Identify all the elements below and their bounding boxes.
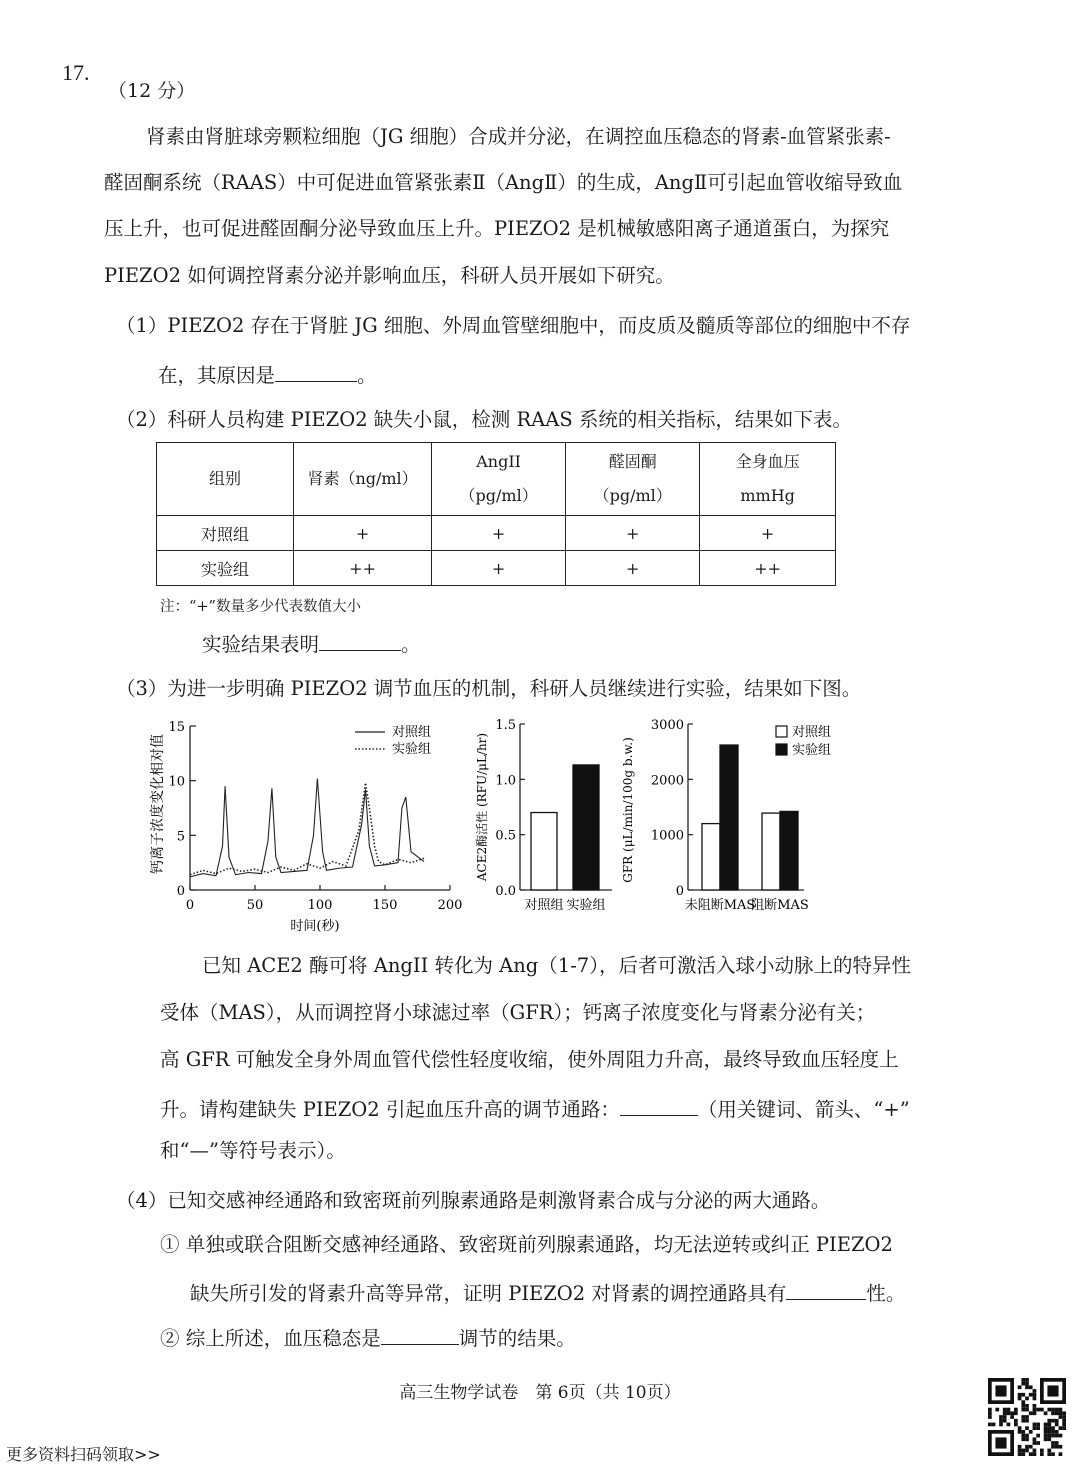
x-tick-label: 200 [437,898,463,913]
qr-module [1029,1411,1033,1415]
q4-item2 [160,1326,576,1349]
qr-module [1025,1382,1029,1386]
qr-module [1051,1445,1055,1449]
qr-module [1033,1452,1037,1456]
ace2-chart-plot [495,718,612,913]
table-cell: + [294,516,432,551]
q4-item1-suffix: 性。 [866,1282,906,1305]
qr-module [1059,1426,1063,1430]
qr-module [1033,1441,1037,1445]
qr-module [1033,1404,1037,1408]
legend-experiment-label: 实验组 [392,742,432,757]
qr-module [1025,1415,1029,1419]
header-group: 组别 [157,443,294,516]
qr-module [1003,1411,1007,1415]
gfr-control-bar [702,824,720,890]
qr-module [1021,1452,1025,1456]
qr-module [1059,1452,1063,1456]
header-angii-name: AngII [476,452,521,471]
x-tick-label: 50 [246,898,264,913]
qr-module [1018,1430,1022,1434]
q3-answer-blank[interactable] [620,1097,698,1116]
qr-module [1044,1437,1048,1441]
gfr-y-label: GFR (μL/min/100g b.w.) [621,737,635,883]
qr-module [1044,1434,1048,1438]
gfr-legend-experiment: 实验组 [792,743,832,758]
qr-module [1047,1437,1051,1441]
header-renin: 肾素（ng/ml） [294,443,432,516]
gfr-legend-control: 对照组 [792,725,832,740]
qr-module [1040,1452,1044,1456]
qr-module [1051,1419,1055,1423]
qr-module [1014,1411,1018,1415]
gfr-experiment-bar [780,811,798,890]
qr-module [1062,1415,1066,1419]
q3-text: （3）为进一步明确 PIEZO2 调节血压的机制，科研人员继续进行实验，结果如下图。 [116,677,862,700]
qr-module [1051,1408,1055,1412]
qr-module [1047,1430,1051,1434]
qr-module [1051,1434,1055,1438]
qr-module [1021,1430,1025,1434]
qr-module [999,1419,1003,1423]
q2-answer-blank[interactable] [319,632,401,651]
qr-module [1062,1423,1066,1427]
intro-line-4: PIEZO2 如何调控肾素分泌并影响血压，科研人员开展如下研究。 [104,264,675,287]
q3-para-line-3: 高 GFR 可触发全身外周血管代偿性轻度收缩，使外周阻力升高，最终导致血压轻度上 [160,1048,899,1071]
table-cell: + [566,516,700,551]
qr-module [1021,1382,1025,1386]
ace2-category-label: 对照组 [524,898,564,913]
qr-module [1047,1452,1051,1456]
qr-module [1025,1408,1029,1412]
q2-text: （2）科研人员构建 PIEZO2 缺失小鼠，检测 RAAS 系统的相关指标，结果如下表。 [116,408,852,431]
qr-module [1033,1393,1037,1397]
question-score: （12 分） [108,80,196,102]
calcium-line-chart [140,712,470,942]
qr-module [1047,1426,1051,1430]
qr-module [1007,1423,1011,1427]
qr-module [1055,1408,1059,1412]
q4-item2-prefix: ② 综上所述，血压稳态是 [160,1327,381,1350]
qr-module [999,1423,1003,1427]
results-table [156,442,836,586]
q4-item2-blank[interactable] [381,1326,459,1345]
qr-module [1036,1441,1040,1445]
q3-line4-prefix: 升。请构建缺失 PIEZO2 引起血压升高的调节通路： [160,1098,620,1121]
table-cell: ++ [700,551,836,586]
qr-module [1033,1408,1037,1412]
qr-module [1062,1419,1066,1423]
qr-module [1036,1426,1040,1430]
q2-result-suffix: 。 [401,633,421,656]
qr-module [1051,1411,1055,1415]
q4-item1-prefix: 缺失所引发的肾素升高等异常，证明 PIEZO2 对肾素的调控通路具有 [190,1282,787,1305]
header-bp-name: 全身血压 [735,452,800,471]
qr-module [1003,1408,1007,1412]
qr-module [1033,1449,1037,1453]
qr-module [1033,1389,1037,1393]
qr-module [1055,1419,1059,1423]
qr-module [1051,1426,1055,1430]
qr-module [1059,1411,1063,1415]
table-row [157,551,836,586]
header-blood-pressure [700,443,836,516]
table-note: 注：“+”数量多少代表数值大小 [160,599,361,615]
table-cell: + [700,516,836,551]
qr-module [988,1411,992,1415]
legend-control-label: 对照组 [392,725,432,740]
ace2-category-label: 实验组 [566,898,606,913]
q4-text: （4）已知交感神经通路和致密斑前列腺素通路是刺激肾素合成与分泌的两大通路。 [116,1189,831,1212]
qr-module [1003,1415,1007,1419]
qr-module [1055,1411,1059,1415]
qr-module [1059,1445,1063,1449]
qr-module [1029,1445,1033,1449]
table-cell: + [432,551,566,586]
qr-finder-core [995,1437,1006,1448]
qr-module [1047,1408,1051,1412]
y-tick-label: 1000 [650,828,684,844]
qr-module [1007,1408,1011,1412]
table-cell: ++ [294,551,432,586]
header-aldosterone [566,443,700,516]
qr-finder-core [1047,1385,1058,1396]
qr-module [1018,1452,1022,1456]
y-tick-label: 0 [176,884,185,899]
qr-module [1021,1408,1025,1412]
qr-module [1014,1419,1018,1423]
q1-line-2 [158,363,377,386]
qr-module [1029,1452,1033,1456]
q4-item2-suffix: 调节的结果。 [458,1327,576,1350]
q4-item1-line1: ① 单独或联合阻断交感神经通路、致密斑前列腺素通路，均无法逆转或纠正 PIEZO2 [160,1233,893,1256]
header-aldosterone-name: 醛固酮 [608,452,657,471]
qr-module [1036,1434,1040,1438]
q1-line-1: （1）PIEZO2 存在于肾脏 JG 细胞、外周血管壁细胞中，而皮质及髓质等部位的细胞中不存 [116,314,911,337]
qr-module [1021,1415,1025,1419]
qr-module [1018,1385,1022,1389]
qr-module [1047,1419,1051,1423]
more-resources-link[interactable]: 更多资料扫码领取>> [6,1445,161,1464]
q3-line4-suffix: （用关键词、箭头、“+” [697,1098,910,1121]
qr-module [1025,1426,1029,1430]
qr-module [1021,1404,1025,1408]
question-number: 17. [62,60,90,85]
qr-module [988,1423,992,1427]
qr-module [1014,1408,1018,1412]
y-tick-label: 0.5 [495,828,516,844]
table-cell: + [432,516,566,551]
qr-module [1025,1434,1029,1438]
x-tick-label: 100 [307,898,333,913]
qr-module [992,1423,996,1427]
qr-module [1014,1423,1018,1427]
qr-module [1025,1445,1029,1449]
legend-experiment-swatch [776,744,787,755]
qr-module [1047,1449,1051,1453]
qr-module [1025,1378,1029,1382]
qr-module [995,1408,999,1412]
header-angii-unit: （pg/ml） [459,486,538,505]
y-tick-label: 0 [675,884,684,899]
q3-para-line-5: 和“—”等符号表示）。 [160,1139,346,1162]
q4-item1-line2 [190,1281,905,1304]
qr-module [1055,1441,1059,1445]
qr-module [1033,1423,1037,1427]
header-aldosterone-unit: （pg/ml） [593,486,672,505]
qr-module [1040,1408,1044,1412]
x-tick-label: 0 [185,898,195,913]
qr-module [1021,1378,1025,1382]
x-tick-label: 150 [372,898,398,913]
qr-module [1055,1445,1059,1449]
intro-line-2: 醛固酮系统（RAAS）中可促进血管紧张素Ⅱ（AngⅡ）的生成，AngⅡ可引起血管收缩导致血 [104,171,903,194]
y-tick-label: 10 [168,774,185,790]
qr-module [1025,1404,1029,1408]
qr-module [1010,1415,1014,1419]
q3-para-line-1: 已知 ACE2 酶可将 AngII 转化为 Ang（1-7），后者可激活入球小动脉上的特异性 [202,954,911,977]
gfr-category-label: 未阻断MAS [684,898,756,913]
qr-module [1021,1434,1025,1438]
q2-result-prefix: 实验结果表明 [202,633,320,656]
q3-para-line-2: 受体（MAS），从而调控肾小球滤过率（GFR）；钙离子浓度变化与肾素分泌有关； [160,1001,876,1024]
qr-module [1018,1449,1022,1453]
qr-module [1003,1419,1007,1423]
qr-module [1025,1449,1029,1453]
qr-module [1051,1430,1055,1434]
table-header-row [157,443,836,516]
qr-finder-core [995,1385,1006,1396]
gfr-bar-chart [618,712,848,922]
qr-code-icon[interactable] [988,1378,1066,1456]
ace2-y-label: ACE2酶活性 (RFU/μL/hr) [475,732,489,882]
ace2-bar-chart [470,712,620,922]
qr-module [1029,1393,1033,1397]
calcium-y-label: 钙离子浓度变化相对值 [150,734,166,874]
qr-module [1021,1419,1025,1423]
header-angii [432,443,566,516]
table-row [157,516,836,551]
qr-module [1021,1393,1025,1397]
qr-module [1055,1430,1059,1434]
qr-module [1062,1411,1066,1415]
gfr-control-bar [762,813,780,890]
control-series-line [190,778,424,876]
qr-module [1044,1430,1048,1434]
qr-module [1018,1397,1022,1401]
qr-module [1018,1426,1022,1430]
qr-module [1059,1415,1063,1419]
qr-module [1010,1411,1014,1415]
qr-module [1036,1423,1040,1427]
ace2-bar [573,765,599,890]
qr-module [1029,1430,1033,1434]
table-cell: 对照组 [157,516,294,551]
qr-module [1044,1423,1048,1427]
q1-suffix: 。 [357,364,377,387]
qr-module [1033,1426,1037,1430]
qr-module [1033,1411,1037,1415]
q3-para-line-4 [160,1097,910,1120]
table-cell: 实验组 [157,551,294,586]
y-tick-label: 15 [168,720,185,735]
qr-module [1029,1385,1033,1389]
qr-module [1021,1400,1025,1404]
qr-module [1047,1423,1051,1427]
qr-module [1044,1411,1048,1415]
y-tick-label: 5 [176,829,185,845]
qr-module [1025,1385,1029,1389]
qr-module [1051,1452,1055,1456]
qr-module [1055,1423,1059,1427]
header-bp-unit: mmHg [740,486,795,505]
qr-module [1025,1397,1029,1401]
y-tick-label: 3000 [650,718,684,733]
y-tick-label: 2000 [650,773,684,789]
intro-line-1: 肾素由肾脏球旁颗粒细胞（JG 细胞）合成并分泌，在调控血压稳态的肾素-血管紧张素- [146,125,891,148]
qr-module [1040,1449,1044,1453]
y-tick-label: 0.0 [495,884,516,899]
q2-result [202,632,421,655]
qr-module [1025,1437,1029,1441]
qr-module [1062,1426,1066,1430]
qr-module [1036,1408,1040,1412]
q1-prefix: 在，其原因是 [158,364,276,387]
y-tick-label: 1.0 [495,773,516,789]
intro-line-3: 压上升，也可促进醛固酮分泌导致血压上升。PIEZO2 是机械敏感阳离子通道蛋白，为探究 [104,217,890,240]
qr-module [1021,1437,1025,1441]
qr-module [1021,1449,1025,1453]
qr-module [1018,1445,1022,1449]
qr-module [1007,1411,1011,1415]
calcium-x-label: 时间(秒) [290,919,340,934]
y-tick-label: 1.5 [495,718,516,733]
q1-answer-blank[interactable] [275,363,357,382]
legend-control-swatch [776,726,787,737]
qr-module [1033,1437,1037,1441]
qr-module [1033,1397,1037,1401]
qr-module [999,1415,1003,1419]
page-footer: 高三生物学试卷 第 6页（共 10页） [399,1383,681,1403]
gfr-category-label: 阻断MAS [751,898,809,913]
qr-module [1025,1419,1029,1423]
qr-module [1059,1408,1063,1412]
q4-item1-blank[interactable] [786,1281,866,1300]
ace2-bar [531,813,557,890]
gfr-experiment-bar [720,745,738,890]
qr-module [988,1415,992,1419]
qr-module [1051,1441,1055,1445]
qr-module [1047,1434,1051,1438]
qr-module [1044,1426,1048,1430]
qr-module [1018,1393,1022,1397]
qr-module [1059,1434,1063,1438]
table-cell: + [566,551,700,586]
qr-module [988,1408,992,1412]
qr-module [1055,1434,1059,1438]
